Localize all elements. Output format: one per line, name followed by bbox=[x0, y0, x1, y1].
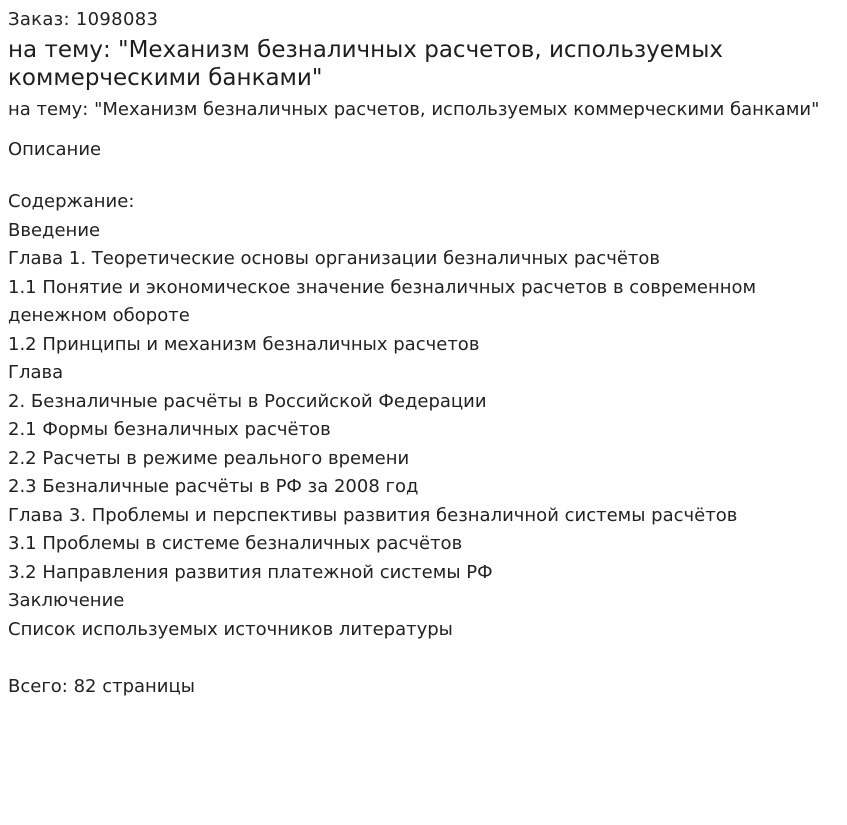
toc-item-2-1: 2.1 Формы безналичных расчётов bbox=[8, 419, 331, 440]
total-pages: Всего: 82 страницы bbox=[8, 675, 195, 697]
toc-item-introduction: Введение bbox=[8, 219, 101, 241]
page-title: на тему: "Механизм безналичных расчетов, используемых коммерческими банками" bbox=[8, 37, 724, 91]
blank-line bbox=[8, 644, 839, 673]
toc-item-2-2: 2.2 Расчеты в режиме реального времени bbox=[8, 447, 410, 469]
toc-item-chapter-3: Глава 3. Проблемы и перспективы развития безналичной системы расчётов bbox=[8, 504, 738, 526]
toc-item-references: Список используемых источников литературы bbox=[8, 618, 453, 640]
toc-item-3-1: 3.1 Проблемы в системе безналичных расчётов bbox=[8, 533, 463, 554]
page-subtitle: на тему: "Механизм безналичных расчетов, используемых коммерческими банками" bbox=[8, 99, 820, 120]
toc-item-1-1: 1.1 Понятие и экономическое значение безналичных расчетов в современном денежном обороте bbox=[8, 276, 757, 326]
table-of-contents bbox=[8, 188, 839, 701]
toc-item-1-2: 1.2 Принципы и механизм безналичных расчетов bbox=[8, 333, 480, 355]
toc-item-2-3: 2.3 Безналичные расчёты в РФ за 2008 год bbox=[8, 476, 419, 497]
toc-item-chapter-2: 2. Безналичные расчёты в Российской Федерации bbox=[8, 390, 487, 412]
description-heading: Описание bbox=[8, 139, 102, 160]
toc-item-chapter-1: Глава 1. Теоретические основы организации безналичных расчётов bbox=[8, 248, 661, 269]
contents-heading: Содержание: bbox=[8, 191, 135, 212]
toc-item-conclusion: Заключение bbox=[8, 590, 125, 611]
order-number: Заказ: 1098083 bbox=[8, 9, 159, 30]
toc-item-3-2: 3.2 Направления развития платежной системы РФ bbox=[8, 561, 493, 583]
toc-item-chapter-label: Глава bbox=[8, 362, 64, 383]
